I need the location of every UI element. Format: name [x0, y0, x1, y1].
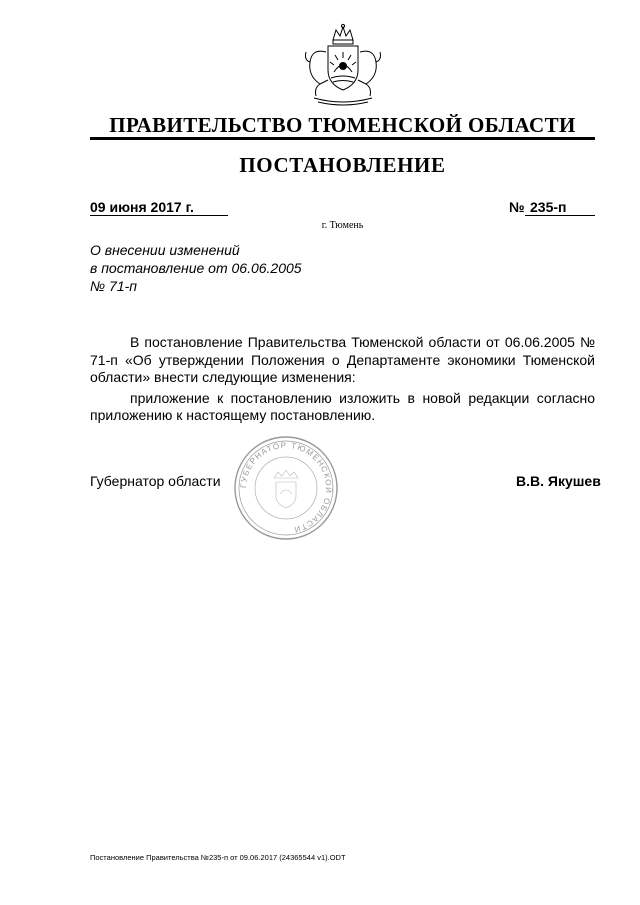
government-title: ПРАВИТЕЛЬСТВО ТЮМЕНСКОЙ ОБЛАСТИ [109, 113, 576, 137]
subject-line: О внесении изменений [90, 242, 240, 258]
document-body [90, 334, 595, 425]
body-paragraph: В постановление Правительства Тюменской области от 06.06.2005 № 71-п «Об утверждении Положения о Департаменте экономики Тюменской области» внести следующие изменения: [90, 334, 595, 385]
document-number: 235-п [530, 199, 567, 215]
number-underline [525, 215, 595, 216]
footer-filename: Постановление Правительства №235-п от 09.06.2017 (24365544 v1).ODT [90, 853, 346, 862]
signer-position: Губернатор области [90, 473, 221, 489]
date-underline [90, 215, 228, 216]
official-seal-icon [232, 434, 340, 542]
coat-of-arms-icon [298, 22, 388, 108]
body-paragraph: приложение к постановлению изложить в новой редакции согласно приложению к настоящему постановлению. [90, 389, 595, 423]
subject-line: в постановление от 06.06.2005 [90, 260, 302, 276]
document-type: ПОСТАНОВЛЕНИЕ [239, 153, 446, 177]
subject-line: № 71-п [90, 278, 137, 294]
document-subject [90, 241, 390, 295]
number-label: № [509, 199, 525, 215]
city: г. Тюмень [321, 220, 364, 231]
document-date: 09 июня 2017 г. [90, 199, 194, 215]
header-divider [90, 137, 595, 140]
signer-name: В.В. Якушев [516, 473, 601, 489]
seal-text: ГУБЕРНАТОР ТЮМЕНСКОЙ ОБЛАСТИ [238, 440, 334, 535]
